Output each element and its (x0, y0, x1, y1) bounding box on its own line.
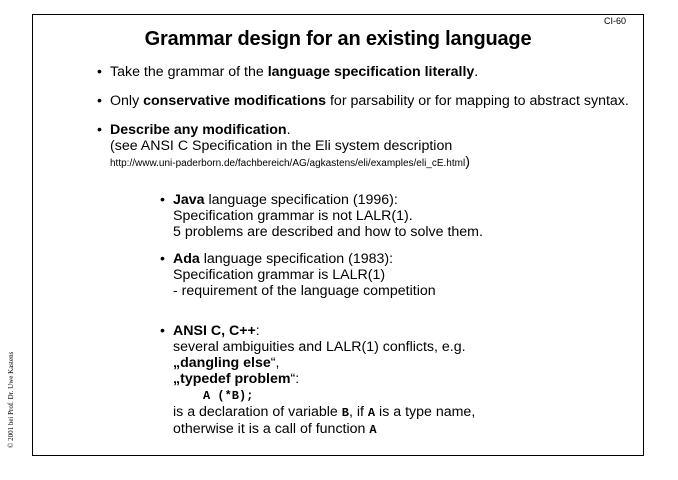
bullet-grammar-literally: • Take the grammar of the language specification literally. (97, 64, 479, 80)
typedef-problem-line: „typedef problem“: (173, 371, 300, 387)
copyright-note: © 2001 bei Prof. Dr. Uwe Kastens (7, 351, 15, 448)
eli-url: http://www.uni-paderborn.de/fachbereich/AG/agkastens/eli/examples/eli_cE.html (110, 158, 466, 169)
code-example: A (*B); (203, 389, 254, 403)
bullet-ada: • Ada language specification (1983): Specification grammar is LALR(1) - requirement of the language competition (160, 251, 436, 299)
dangling-else-line: „dangling else“, (173, 355, 280, 371)
bullet-dot: • (160, 251, 165, 267)
bullet-dot: • (160, 323, 165, 339)
eli-reference-line: (see ANSI C Specification in the Eli system description (110, 138, 453, 154)
page-id: CI-60 (603, 16, 626, 26)
bullet-ansi-c: • ANSI C, C++: several ambiguities and LALR(1) conflicts, e.g. „dangling else“, „typedef problem“: A (*B); is a declaration of variable B, if A is a type name, otherwise it is a call of function A (160, 323, 476, 437)
bullet-dot: • (97, 122, 102, 138)
bullet-dot: • (160, 192, 165, 208)
bullet-describe-modification: • Describe any modification. (see ANSI C Specification in the Eli system description http://www.uni-paderborn.de/fachbereich/AG/agkastens/eli/examples/eli_cE.html) (97, 122, 470, 170)
bullet-dot: • (97, 93, 102, 109)
bullet-dot: • (97, 64, 102, 80)
bullet-java: • Java language specification (1996): Specification grammar is not LALR(1). 5 problems are described and how to solve them. (160, 192, 483, 240)
slide-title: Grammar design for an existing language (144, 28, 532, 50)
bullet-conservative-modifications: • Only conservative modifications for parsability or for mapping to abstract syntax. (97, 93, 629, 109)
